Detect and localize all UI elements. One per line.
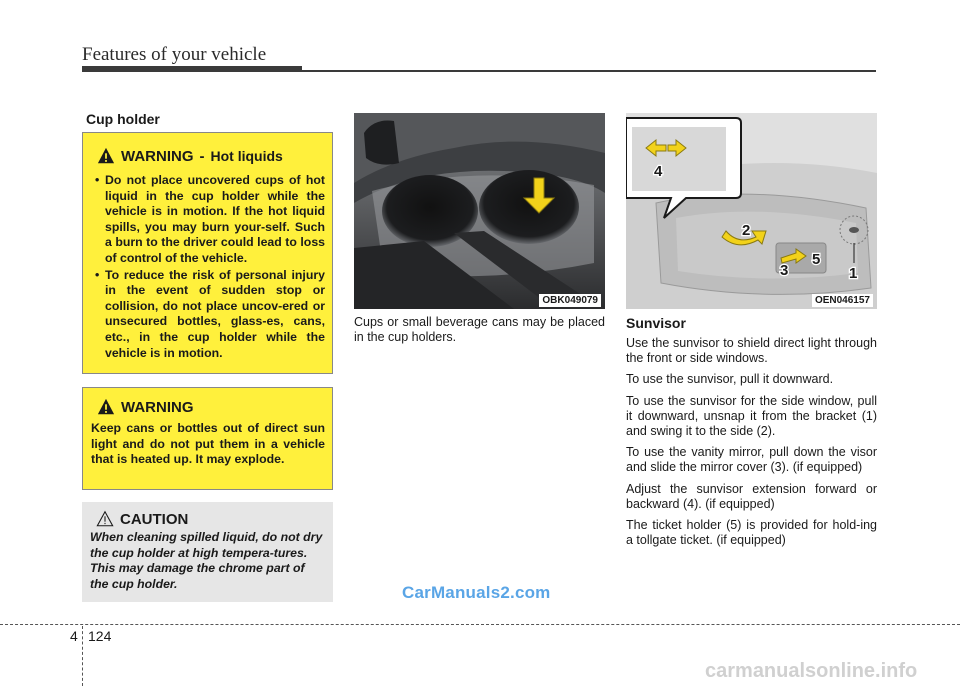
warning-hot-liquids-title [97,147,283,165]
sunvisor-paragraph: The ticket holder (5) is provided for hold-ing a tollgate ticket. (if equipped) [626,518,877,548]
header-rule [302,70,876,72]
sunvisor-paragraph: Use the sunvisor to shield direct light through the front or side windows. [626,336,877,366]
warning-label: WARNING [121,147,194,165]
warning-triangle-icon [97,398,115,416]
warning-subtitle: Hot liquids [210,148,283,164]
warning-sun-text: Keep cans or bottles out of direct sun light and do not put them in a vehicle that is heated up. It may explode. [91,421,325,467]
image-code: OEN046157 [812,294,873,307]
callout-1: 1 [849,265,858,282]
site-watermark: carmanualsonline.info [705,660,918,682]
list-item: • Do not place uncovered cups of hot liquid in the cup holder while the vehicle is in motion. If the hot liquid spills, you may burn your-self. Such a burn to the driver could lead to loss of control of the vehicle. [91,173,325,267]
cup-holder-body: Cups or small beverage cans may be placed in the cup holders. [354,315,605,345]
footer-rule [0,624,960,625]
warning-hot-liquids-box [82,132,333,374]
sunvisor-photo [626,113,877,309]
warning-label: WARNING [121,398,194,416]
sunvisor-paragraph: Adjust the sunvisor extension forward or backward (4). (if equipped) [626,481,877,511]
caution-label: CAUTION [120,510,189,528]
warning-sun-title [97,398,194,416]
sunvisor-heading: Sunvisor [626,315,686,331]
caution-triangle-icon [96,510,114,528]
warning-sun-box [82,387,333,490]
footer-divider [82,626,83,686]
page-header-title: Features of your vehicle [82,44,267,65]
callout-5: 5 [812,251,821,268]
sunvisor-body [626,336,877,554]
sunvisor-paragraph: To use the sunvisor for the side window, pull it downward, unsnap it from the bracket (1) and swing it to the side (2). [626,393,877,439]
caution-text: When cleaning spilled liquid, do not dry the cup holder at high tempera-tures. This may damage the chrome part of the cup holder. [90,530,323,591]
header-bar [82,66,302,72]
sunvisor-paragraph: To use the vanity mirror, pull down the visor and slide the mirror cover (3). (if equipped) [626,445,877,475]
caution-box [82,502,333,602]
warning-dash: - [199,147,205,165]
sunvisor-illustration [626,113,877,309]
callout-3: 3 [780,262,789,279]
image-code: OBK049079 [539,294,601,307]
cup-holder-photo [354,113,605,309]
callout-4: 4 [654,163,663,180]
warning-triangle-icon [97,147,115,165]
caution-title [96,510,188,528]
sunvisor-paragraph: To use the sunvisor, pull it downward. [626,372,834,387]
watermark-link[interactable]: CarManuals2.com [402,583,551,602]
callout-2: 2 [742,222,751,239]
warning-hot-liquids-list [91,173,325,362]
cup-holder-illustration [354,113,605,309]
chapter-number: 4 [70,628,78,644]
list-item: • To reduce the risk of personal injury in the event of sudden stop or collision, do not place uncov-ered or unsecured bottles, glass-es, cans, etc., in the cup holder while the vehicle is in motion. [91,268,325,362]
page-number: 124 [88,628,112,644]
cup-holder-heading: Cup holder [86,111,160,127]
